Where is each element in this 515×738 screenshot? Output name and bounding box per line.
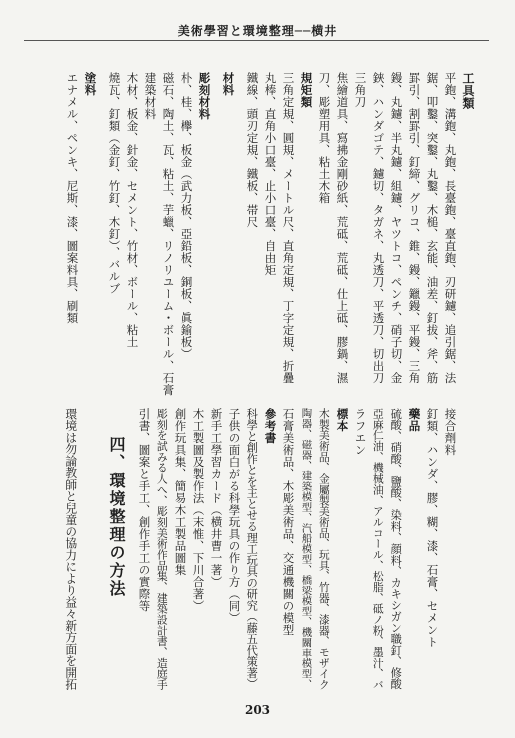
text-line: 平鉋、溝鉋、丸鉋、長臺鉋、臺直鉋、刃研鑢、追引鋸、法 <box>443 72 458 384</box>
text-line: 三角刀 <box>353 72 368 108</box>
text-line: 磁石、陶土、瓦、粘土、芋蠟、リノリユーム・ボール、石膏 <box>161 72 176 396</box>
text-line: 彫刻を試みる人へ、彫刻美術作品集、建築設計書、造庭手 <box>155 408 169 690</box>
subheading-toryo: 塗料 <box>83 72 98 96</box>
section-title: 四、環境整理の方法 <box>107 436 126 598</box>
subheading-sankosho: 參考書 <box>263 408 278 444</box>
text-line: 釘類、ハンダ、膠、糊、漆、石膏、セメント <box>425 408 440 648</box>
text-line: 木製美術品、金屬製美術品、玩具、竹器、漆器、モザイク <box>317 408 331 690</box>
text-line: 鏝、丸鑢、半丸鑢、組鑢、ヤツトコ、ペンチ、硝子切、金 <box>389 72 404 384</box>
subheading-chokoku: 彫刻材料 <box>197 72 212 120</box>
text-line: 三角定規、圓規、メートル尺、直角定規、丁字定規、折疊 <box>281 72 296 384</box>
text-line: 石膏美術品、木彫美術品、交通機關の模型 <box>281 408 296 636</box>
text-line: 焦繪道具、寫拂金剛砂紙、荒砥、荒砥、仕上砥、膠鍋、濕 <box>335 72 350 384</box>
text-line: 建築材料 <box>143 72 158 120</box>
text-line: 朴、桂、欅、板金（武力板、亞鉛板、銅板、眞鍮板） <box>179 72 194 360</box>
text-line: 科學と創作とを主とせる理工玩具の研究（藤五代策著） <box>245 408 259 690</box>
text-line: 鋸、叩鑿、突鑿、丸鑿、木槌、玄能、油差、釘拔、斧、筋 <box>425 72 440 384</box>
text-line: 新手工學習カード（横井曹一著） <box>209 408 224 588</box>
subheading-hyohon: 標本 <box>335 408 350 432</box>
text-line: 子供の面白がる科學玩具の作り方（同） <box>227 408 242 624</box>
text-line: 創作玩具集、簡易木工製品圖集 <box>173 408 188 576</box>
text-line: 木工製圖及製作法（末惟、下川合著） <box>191 408 206 612</box>
text-line: 燒瓦、釘類（金釘、竹釘、木釘）、バルブ <box>107 72 122 295</box>
subheading-kiku: 規矩類 <box>299 72 314 108</box>
text-line: 接合劑料 <box>443 408 458 456</box>
running-head: 美術學習と環境整理──横井 <box>177 24 338 38</box>
text-line: 引書、圖案と手工、創作手工の實際等 <box>137 408 152 612</box>
text-line: エナメル、ペンキ、尼斯、漆、圖案料具、刷類 <box>65 72 80 324</box>
body-paragraph: 環境は勿論教師と兒童の協力により益々新方面を開拓 <box>63 408 78 690</box>
text-line: 硫酸、硝酸、鹽酸、染料、顔料、カキシガン職釘、修酸 <box>389 408 403 690</box>
heading-tools: 工具類 <box>461 72 475 110</box>
text-line: ラフエン <box>353 408 368 456</box>
text-line: 罫引、割罫引、釘締、グリコ、錐、鏝、鑞鏝、平鏝、三角 <box>407 72 422 384</box>
text-line: 木材、板金、針金、セメント、竹材、ボール、粘土 <box>125 72 140 348</box>
text-line: 丸棒、直角小口臺、止小口臺、自由矩 <box>263 72 278 276</box>
subheading-zairyo: 材料 <box>221 72 236 96</box>
header-rule <box>24 40 489 41</box>
subheading-yakuhin: 藥品 <box>407 408 422 432</box>
text-line: 鋏、ハンダゴテ、鑢切、タガネ、丸透刀、平透刀、切出刀 <box>371 72 386 384</box>
page-number: 203 <box>244 703 271 717</box>
text-line: 刀、彫塑用具、粘土木箱 <box>317 72 332 204</box>
text-line: 鐵線、頭刃定規、鐵板、帯尺 <box>245 72 260 228</box>
text-line: 亞麻仁油、機械油、アルコール、松脂、砥ノ粉、墨汁、バ <box>371 408 385 690</box>
text-line: 陶器、磁器、建築模型、汽船模型、橋梁模型、機關車模型、 <box>299 408 312 690</box>
